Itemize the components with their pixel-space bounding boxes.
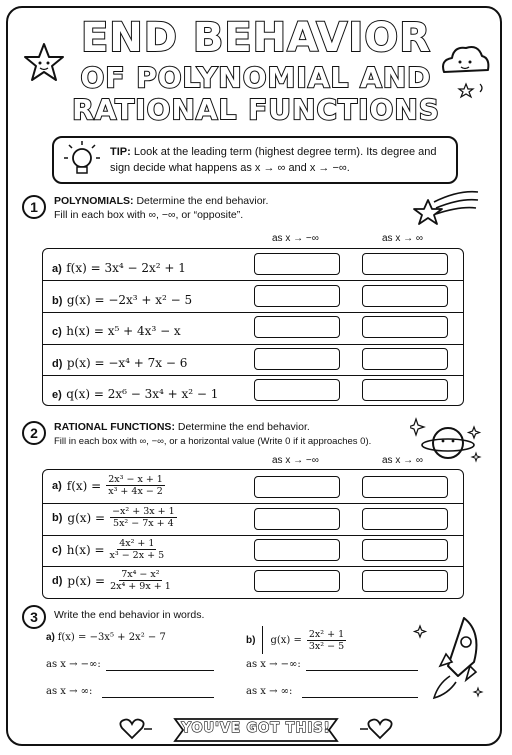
section-3-number: 3	[22, 605, 46, 629]
table-row: d) p(x) = −x⁴ + 7x − 6	[52, 356, 188, 370]
rocket-icon	[412, 614, 492, 710]
section-2-number: 2	[22, 421, 46, 445]
table-divider	[43, 344, 463, 345]
heart-icon	[118, 716, 154, 742]
part-b-function: b) g(x) = $\frac{\text{2x² + 1}}{\text{3x² − 5}}$	[246, 626, 346, 654]
section-1-instruction-2: Fill in each box with ∞, −∞, or “opposite”.	[54, 209, 244, 221]
answer-box-rb-neg[interactable]	[254, 508, 340, 530]
banner-text: YOU'VE GOT THIS!	[181, 721, 331, 736]
tip-text	[110, 144, 455, 176]
part-a-neg-answer-line[interactable]	[106, 670, 214, 671]
section-1-number: 1	[22, 195, 46, 219]
answer-box-rc-neg[interactable]	[254, 539, 340, 561]
answer-box-e-pos[interactable]	[362, 379, 448, 401]
table-row: b) g(x) = $\frac{\text{−x² + 3x + 1}}{\text{5x² − 7x + 4}}$	[52, 506, 175, 529]
part-a-function: a) f(x) = −3x⁵ + 2x² − 7	[46, 632, 166, 643]
section-1-instructions: POLYNOMIALS: Determine the end behavior. Fill in each box with ∞, −∞, or “opposite”.	[54, 195, 269, 221]
tip-body: Look at the leading term (highest degree term). Its degree and sign decide what happens as x → ∞ and x → −∞.	[110, 146, 437, 174]
section-1-col-pos: as x → ∞	[382, 233, 424, 244]
answer-box-c-neg[interactable]	[254, 316, 340, 338]
section-2-instruction-2: Fill in each box with ∞, −∞, or a horizontal value (Write 0 if it approaches 0).	[54, 436, 372, 447]
table-row: c) h(x) = x⁵ + 4x³ − x	[52, 324, 181, 338]
answer-box-rd-pos[interactable]	[362, 570, 448, 592]
table-row: a) f(x) = 3x⁴ − 2x² + 1	[52, 261, 186, 275]
section-3-instruction: Write the end behavior in words.	[54, 609, 205, 621]
answer-box-b-neg[interactable]	[254, 285, 340, 307]
part-b-neg-label: as x → −∞:	[246, 659, 301, 670]
part-b-neg-answer-line[interactable]	[306, 670, 418, 671]
table-row: c) h(x) = $\frac{\text{4x² + 1}}{\text{x³ − 2x + 5}}$	[52, 538, 165, 561]
section-2-col-neg: as x → −∞	[272, 455, 319, 466]
answer-box-d-pos[interactable]	[362, 348, 448, 370]
answer-box-a-pos[interactable]	[362, 253, 448, 275]
answer-box-ra-neg[interactable]	[254, 476, 340, 498]
answer-box-e-neg[interactable]	[254, 379, 340, 401]
answer-box-rc-pos[interactable]	[362, 539, 448, 561]
answer-box-rd-neg[interactable]	[254, 570, 340, 592]
section-2-instructions: RATIONAL FUNCTIONS: Determine the end behavior. Fill in each box with ∞, −∞, or a horizontal value (Write 0 if it approaches 0).	[54, 421, 372, 447]
tip-label: TIP:	[110, 146, 131, 158]
answer-box-rb-pos[interactable]	[362, 508, 448, 530]
title-line-3: RATIONAL FUNCTIONS	[72, 93, 440, 126]
part-b-pos-answer-line[interactable]	[302, 697, 418, 698]
title-line-2: OF POLYNOMIAL AND	[80, 61, 432, 94]
table-divider	[43, 280, 463, 281]
answer-box-d-neg[interactable]	[254, 348, 340, 370]
part-a-neg-label: as x → −∞:	[46, 659, 101, 670]
table-divider	[43, 375, 463, 376]
answer-box-a-neg[interactable]	[254, 253, 340, 275]
heart-icon	[358, 716, 394, 742]
table-row: a) f(x) = $\frac{\text{2x³ − x + 1}}{\text{x³ + 4x − 2}}$	[52, 474, 163, 497]
table-row: e) q(x) = 2x⁶ − 3x⁴ + x² − 1	[52, 387, 219, 401]
shooting-star-icon	[412, 188, 482, 230]
answer-box-b-pos[interactable]	[362, 285, 448, 307]
smiling-cloud-icon	[436, 36, 492, 100]
answer-box-c-pos[interactable]	[362, 316, 448, 338]
part-a-pos-label: as x → ∞:	[46, 686, 93, 697]
part-a-pos-answer-line[interactable]	[102, 697, 214, 698]
part-b-pos-label: as x → ∞:	[246, 686, 293, 697]
answer-box-ra-pos[interactable]	[362, 476, 448, 498]
table-divider	[43, 535, 463, 536]
lightbulb-icon	[62, 140, 102, 180]
table-divider	[43, 503, 463, 504]
section-2-heading: RATIONAL FUNCTIONS:	[54, 421, 175, 433]
table-row: d) p(x) = $\frac{\text{7x⁴ − x²}}{\text{2x⁴ + 9x + 1}}$	[52, 569, 171, 592]
section-1-col-neg: as x → −∞	[272, 233, 319, 244]
table-divider	[43, 312, 463, 313]
section-1-heading: POLYNOMIALS:	[54, 195, 134, 207]
table-row: b) g(x) = −2x³ + x² − 5	[52, 293, 193, 307]
smiling-star-icon	[20, 40, 68, 88]
section-2-col-pos: as x → ∞	[382, 455, 424, 466]
title-line-1: END BEHAVIOR	[80, 15, 432, 61]
table-divider	[43, 566, 463, 567]
